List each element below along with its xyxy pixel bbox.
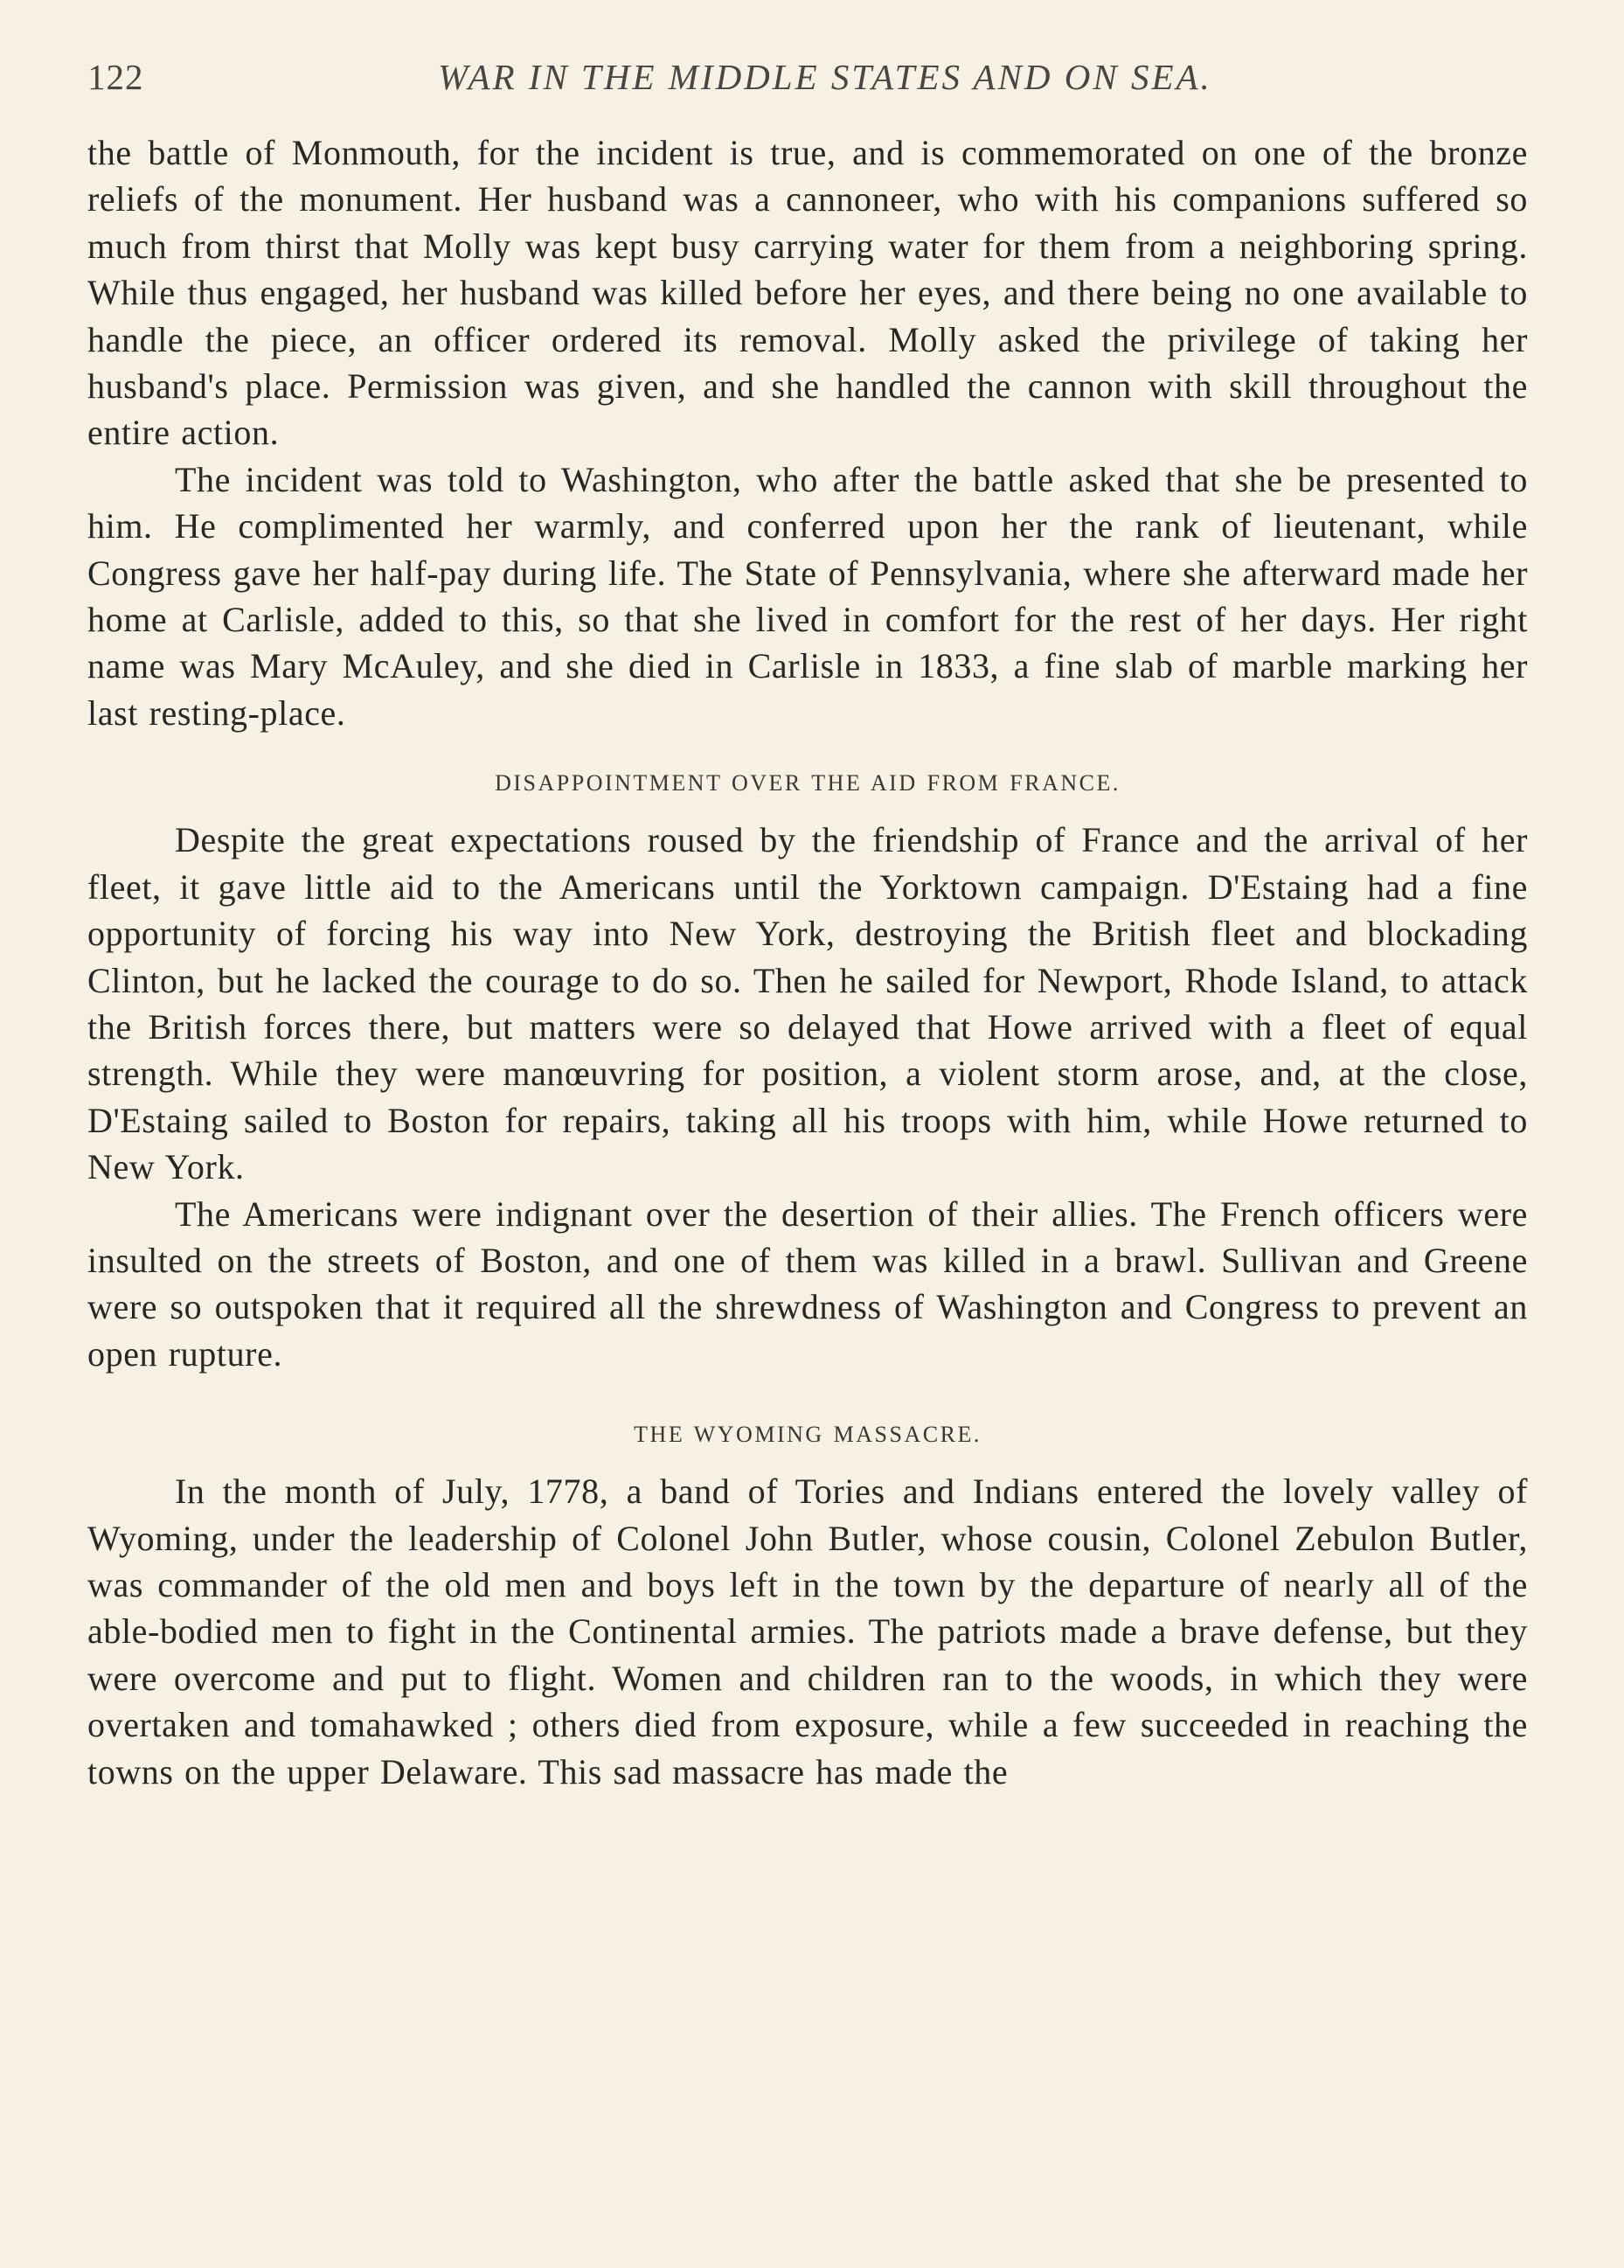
section-heading-france: DISAPPOINTMENT OVER THE AID FROM FRANCE.: [495, 770, 1121, 797]
paragraph-destaing: Despite the great expectations roused by the friendship of France and the arrival of her fleet, it gave little aid to the Americans until the Yorktown campaign. D'Estaing had a fine opportunity of forcing his way into New York, destroying the British fleet and blockading Clinton, but he lacked the courage to do so. Then he sailed for Newport, Rhode Island, to attack the British forces there, but matters were so delayed that Howe arrived with a fleet of equal strength. While they were manœuvring for position, a violent storm arose, and, at the close, D'Estaing sailed to Boston for repairs, taking all his troops with him, while Howe returned to New York.: [87, 820, 1528, 1187]
body-text: [87, 129, 1528, 1795]
page-number: 122: [87, 57, 144, 97]
book-page: [87, 51, 1528, 1795]
paragraph-washington-honors: The incident was told to Washington, who after the battle asked that she be presented to him. He complimented her warmly, and conferred upon her the rank of lieutenant, while Congress gave her half-pay during life. The State of Pennsylvania, where she afterward made her home at Carlisle, added to this, so that she lived in comfort for the rest of her days. Her right name was Mary McAuley, and she died in Carlisle in 1833, a fine slab of marble marking her last resting-place.: [87, 459, 1528, 733]
paragraph-molly-continued: the battle of Monmouth, for the incident is true, and is commemorated on one of the bronze reliefs of the monument. Her husband was a cannoneer, who with his companions suffered so much from thirst that Molly was kept busy carrying water for them from a neighboring spring. While thus engaged, her husband was killed before her eyes, and there being no one available to handle the piece, an officer ordered its removal. Molly asked the privilege of taking her husband's place. Permission was given, and she handled the cannon with skill throughout the entire action.: [87, 133, 1528, 453]
paragraph-wyoming-massacre: In the month of July, 1778, a band of Tories and Indians entered the lovely valley of Wyoming, under the leadership of Colonel John Butler, whose cousin, Colonel Zebulon Butler, was commander of the old men and boys left in the town by the departure of nearly all of the able-bodied men to fight in the Continental armies. The patriots made a brave defense, but they were overcome and put to flight. Women and children ran to the woods, in which they were overtaken and tomahawked ; others died from exposure, while a few succeeded in reaching the towns on the upper Delaware. This sad massacre has made the: [87, 1471, 1528, 1791]
running-header: [87, 51, 1528, 103]
running-title: WAR IN THE MIDDLE STATES AND ON SEA.: [438, 57, 1212, 97]
section-heading-wyoming: THE WYOMING MASSACRE.: [634, 1422, 982, 1448]
paragraph-americans-indignant: The Americans were indignant over the desertion of their allies. The French officers were insulted on the streets of Boston, and one of them was killed in a brawl. Sullivan and Greene were so outspoken that it required all the shrewdness of Washington and Congress to prevent an open rupture.: [87, 1193, 1528, 1374]
